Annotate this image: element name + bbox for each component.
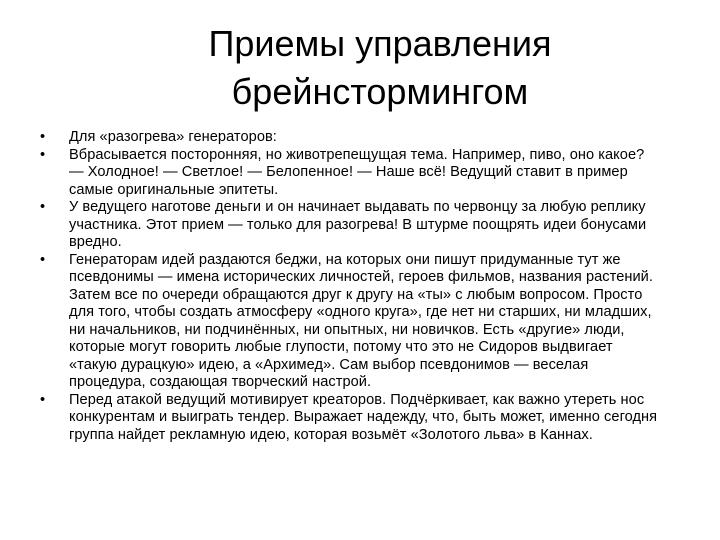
slide-title	[130, 20, 630, 116]
bullet-item	[40, 129, 660, 147]
bullet-icon: •	[40, 146, 46, 163]
bullet-text: Перед атакой ведущий мотивирует креаторов. Подчёркивает, как важно утереть нос конкурентам и выиграть тендер. Выражает надежду, что, быть может, именно сегодня группа найдет рекламную идею, которая возьмёт «Золотого льва» в Каннах.	[69, 391, 658, 443]
bullet-item	[40, 252, 660, 392]
bullet-icon: •	[40, 251, 46, 268]
bullet-text: Для «разогрева» генераторов:	[69, 129, 277, 145]
slide-title-line-1: Приемы управления	[208, 23, 552, 64]
bullet-icon: •	[40, 199, 46, 215]
bullet-text: Генераторам идей раздаются беджи, на которых они пишут придуманные тут же псевдонимы — имена исторических личностей, героев фильмов, названия растений. Затем все по очереди обращаются друг к другу на «ты» с любым вопросом. Просто для того, чтобы создать атмосферу «одного круга», где нет ни старших, ни младших, ни начальников, ни подчинённых, ни опытных, ни новичков. Есть «другие» люди, которые могут говорить любые глупости, потому что это не Сидоров выдвигает «такую дурацкую» идею, а «Архимед». Сам выбор псевдонимов — веселая процедура, создающая творческий настрой.	[69, 251, 653, 390]
slide-title-line-2: брейнстормингом	[231, 71, 529, 112]
bullet-text: У ведущего наготове деньги и он начинает выдавать по червонцу за любую реплику участника. Этот прием — только для разогрева! В штурме поощрять идеи бонусами вредно.	[69, 199, 647, 250]
bullet-list	[40, 129, 660, 444]
bullet-item	[40, 392, 660, 445]
bullet-icon: •	[40, 129, 46, 145]
bullet-item	[40, 199, 660, 252]
bullet-text: Вбрасывается посторонняя, но животрепещущая тема. Например, пиво, оно какое? — Холодное! — Светлое! — Белопенное! — Наше всё! Ведущий ставит в пример самые оригинальные эпитеты.	[69, 146, 645, 198]
bullet-icon: •	[40, 391, 46, 408]
bullet-item	[40, 147, 660, 200]
